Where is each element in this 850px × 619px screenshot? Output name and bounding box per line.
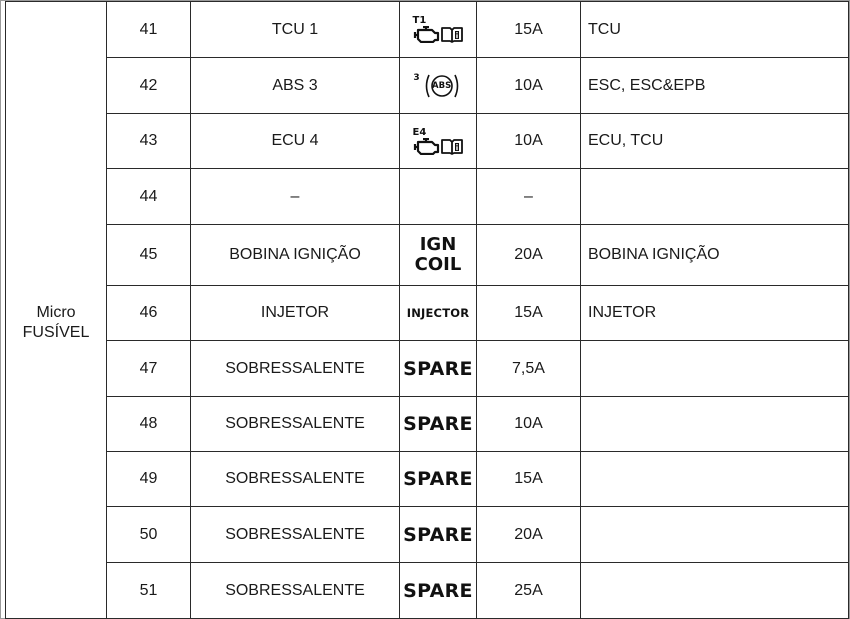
- fuse-number: 41: [107, 2, 191, 58]
- table-row: [6, 507, 849, 563]
- fuse-name: ABS 3: [191, 58, 400, 114]
- fuse-description: [581, 507, 849, 563]
- fuse-name: –: [191, 169, 400, 225]
- fuse-rating: –: [477, 169, 581, 225]
- fuse-symbol: [400, 114, 477, 169]
- fuse-table: [5, 1, 849, 619]
- fuse-rating: 10A: [477, 58, 581, 114]
- fuse-rating: 20A: [477, 507, 581, 563]
- table-row: [6, 114, 849, 169]
- table-row: [6, 286, 849, 341]
- symbol-spare: SPARE: [403, 579, 473, 602]
- symbol-spare: SPARE: [403, 413, 473, 435]
- symbol-tag: T1: [412, 15, 427, 26]
- fuse-description: [581, 452, 849, 507]
- fuse-symbol: [400, 2, 477, 58]
- symbol-icons: [413, 26, 464, 44]
- fuse-symbol: [400, 225, 477, 286]
- symbol-icons: [413, 138, 464, 156]
- fuse-symbol: [400, 563, 477, 619]
- symbol-abs: [413, 69, 462, 103]
- fuse-rating: 15A: [477, 452, 581, 507]
- fuse-symbol: [400, 452, 477, 507]
- fuse-rating: 25A: [477, 563, 581, 619]
- table-row: [6, 169, 849, 225]
- table-row: [6, 58, 849, 114]
- fuse-number: 50: [107, 507, 191, 563]
- fuse-name: SOBRESSALENTE: [191, 397, 400, 452]
- fuse-number: 45: [107, 225, 191, 286]
- engine-icon: [413, 26, 440, 43]
- fuse-name: ECU 4: [191, 114, 400, 169]
- fuse-name: SOBRESSALENTE: [191, 452, 400, 507]
- symbol-spare: SPARE: [403, 468, 473, 490]
- table-row: [6, 225, 849, 286]
- abs-icon-text: ABS: [432, 80, 452, 91]
- fuse-symbol: [400, 58, 477, 114]
- fuse-description: [581, 563, 849, 619]
- table-row: [6, 2, 849, 58]
- symbol-engine-book: [413, 15, 464, 44]
- symbol-spare: SPARE: [403, 357, 473, 380]
- fuse-description: ECU, TCU: [581, 114, 849, 169]
- fuse-number: 47: [107, 341, 191, 397]
- fuse-description: INJETOR: [581, 286, 849, 341]
- table-row: [6, 341, 849, 397]
- fuse-description: [581, 341, 849, 397]
- fuse-number: 51: [107, 563, 191, 619]
- table-row: [6, 397, 849, 452]
- group-label-cell: [6, 2, 107, 619]
- symbol-tag: 3: [413, 72, 420, 83]
- group-label-line-2: FUSÍVEL: [22, 324, 90, 341]
- symbol-injector: INJECTOR: [406, 306, 470, 320]
- fuse-rating: 15A: [477, 2, 581, 58]
- fuse-description: ESC, ESC&EPB: [581, 58, 849, 114]
- table-row: [6, 563, 849, 619]
- fuse-number: 42: [107, 58, 191, 114]
- fuse-rating: 10A: [477, 114, 581, 169]
- fuse-name: SOBRESSALENTE: [191, 563, 400, 619]
- fuse-description: BOBINA IGNIÇÃO: [581, 225, 849, 286]
- fuse-symbol: [400, 397, 477, 452]
- fuse-symbol: [400, 286, 477, 341]
- fuse-name: TCU 1: [191, 2, 400, 58]
- fuse-symbol: [400, 507, 477, 563]
- symbol-line-2: COIL: [414, 254, 462, 275]
- symbol-line-1: IGN: [419, 234, 457, 255]
- fuse-description: [581, 169, 849, 225]
- fuse-description: TCU: [581, 2, 849, 58]
- fuse-number: 46: [107, 286, 191, 341]
- fuse-number: 43: [107, 114, 191, 169]
- fuse-rating: 7,5A: [477, 341, 581, 397]
- fuse-name: SOBRESSALENTE: [191, 507, 400, 563]
- fuse-rating: 15A: [477, 286, 581, 341]
- fuse-name: SOBRESSALENTE: [191, 341, 400, 397]
- fuse-number: 44: [107, 169, 191, 225]
- fuse-symbol: [400, 341, 477, 397]
- fuse-rating: 20A: [477, 225, 581, 286]
- manual-book-icon: [440, 26, 464, 43]
- fuse-number: 49: [107, 452, 191, 507]
- group-label-line-1: Micro: [36, 304, 76, 321]
- symbol-ign-coil: [415, 235, 462, 275]
- fuse-number: 48: [107, 397, 191, 452]
- fuse-rating: 10A: [477, 397, 581, 452]
- fuse-name: BOBINA IGNIÇÃO: [191, 225, 400, 286]
- symbol-tag: E4: [412, 126, 427, 138]
- symbol-spare: SPARE: [403, 523, 473, 546]
- table-row: [6, 452, 849, 507]
- symbol-engine-book: [413, 127, 464, 156]
- fuse-symbol: [400, 169, 477, 225]
- engine-icon: [413, 138, 440, 155]
- fuse-description: [581, 397, 849, 452]
- manual-book-icon: [440, 138, 464, 155]
- fuse-name: INJETOR: [191, 286, 400, 341]
- abs-warning-icon: [421, 69, 463, 103]
